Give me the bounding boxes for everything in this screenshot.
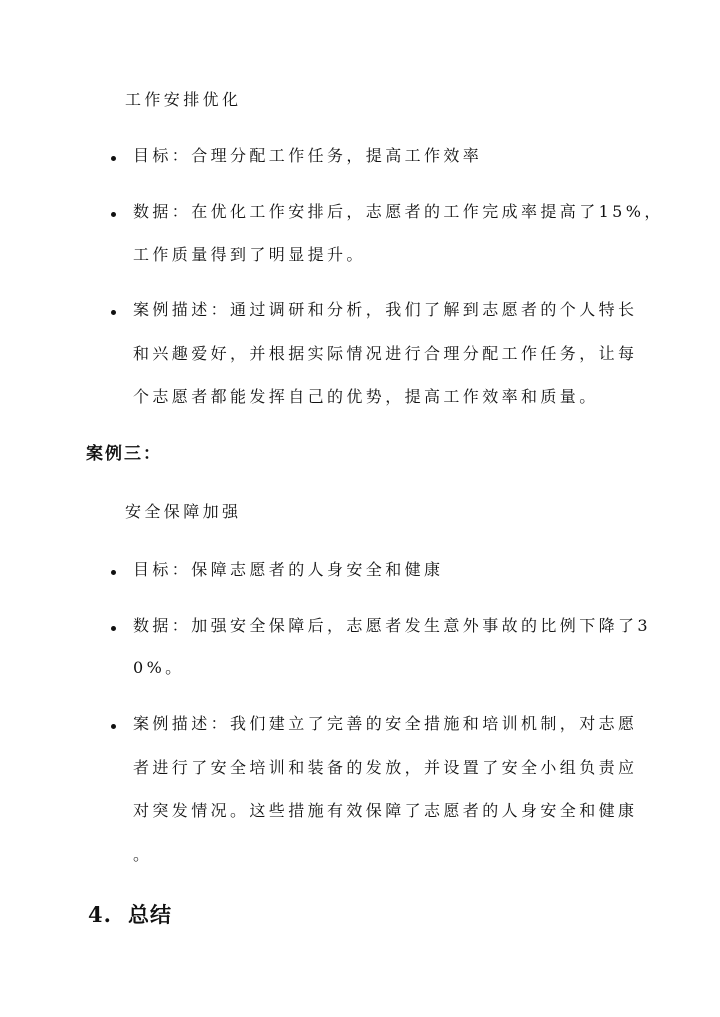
bullet-text: 案例描述：通过调研和分析，我们了解到志愿者的个人特长	[133, 300, 638, 319]
section-number: 4.	[88, 902, 112, 927]
bullet-text: 工作质量得到了明显提升。	[133, 245, 366, 264]
section-title: 总结	[128, 902, 172, 927]
bullet-icon	[111, 570, 116, 575]
bullet-text: 数据：加强安全保障后，志愿者发生意外事故的比例下降了3	[133, 616, 651, 635]
bullet-text: 者进行了安全培训和装备的发放，并设置了安全小组负责应	[133, 758, 638, 777]
bullet-text: 目标：合理分配工作任务，提高工作效率	[133, 146, 483, 165]
bullet-icon	[111, 310, 116, 315]
case2-subtitle: 工作安排优化	[125, 90, 242, 109]
bullet-icon	[111, 156, 116, 161]
bullet-text: 对突发情况。这些措施有效保障了志愿者的人身安全和健康	[133, 801, 638, 820]
bullet-text: 。	[133, 845, 153, 864]
case3-subtitle: 安全保障加强	[125, 502, 242, 521]
bullet-text: 案例描述：我们建立了完善的安全措施和培训机制，对志愿	[133, 714, 638, 733]
case3-heading: 案例三：	[86, 444, 162, 464]
bullet-text: 和兴趣爱好，并根据实际情况进行合理分配工作任务，让每	[133, 344, 638, 363]
section-4-heading	[88, 902, 172, 928]
bullet-text: 目标：保障志愿者的人身安全和健康	[133, 560, 444, 579]
bullet-text: 个志愿者都能发挥自己的优势，提高工作效率和质量。	[133, 387, 599, 406]
bullet-icon	[111, 626, 116, 631]
bullet-text: 0%。	[133, 658, 185, 677]
bullet-icon	[111, 724, 116, 729]
bullet-text: 数据：在优化工作安排后，志愿者的工作完成率提高了15%，	[133, 202, 664, 221]
bullet-icon	[111, 212, 116, 217]
